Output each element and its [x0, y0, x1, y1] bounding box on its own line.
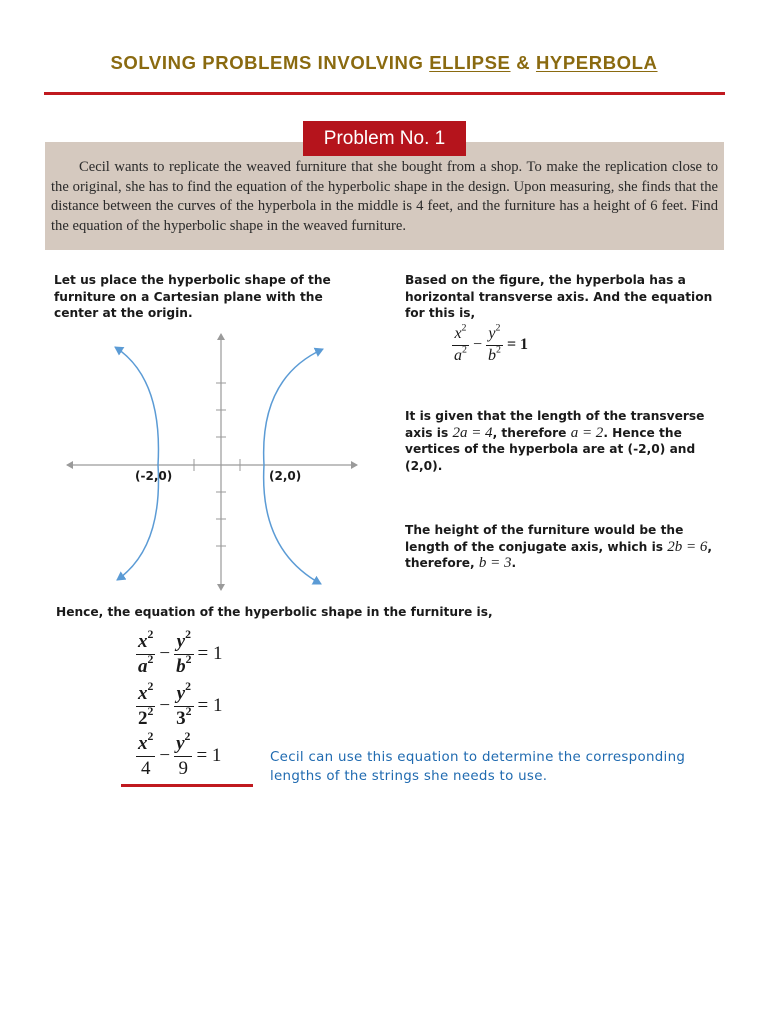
- problem-text: Cecil wants to replicate the weaved furniture that she bought from a shop. To make the replication close to the original, she has to find the equation of the hyperbolic shape in the design. Upon measuring, she finds that the distance between the curves of the hyperbola in the middle is 4 feet, and the furniture has a height of 6 feet. Find the equation of the hyperbolic shape in the weaved furniture.: [51, 159, 718, 234]
- problem-badge: Problem No. 1: [303, 121, 466, 156]
- title-ampersand: &: [510, 52, 536, 73]
- title-hyperbola: HYPERBOLA: [535, 52, 658, 73]
- final-equation-underline: [121, 784, 253, 787]
- equation-general: $\frac{x^2}{a^2}$ − $\frac{y^2}{b^2}$ = 1: [138, 628, 223, 677]
- transverse-axis-paragraph: It is given that the length of the transverse axis is 2a = 4, therefore a = 2. Hence the vertices of the hyperbola are at (-2,0) and (2,0).: [405, 409, 705, 473]
- math-2b-6: 2b = 6: [667, 538, 708, 555]
- conclusion-note: Cecil can use this equation to determine the corresponding lengths of the strings she needs to use.: [270, 750, 686, 784]
- standard-form-equation: $\frac{x^2}{a^2}$ − $\frac{y^2}{b^2}$ = 1: [454, 322, 529, 364]
- figure-explanation: Based on the figure, the hyperbola has a horizontal transverse axis. And the equation for this is,: [405, 273, 713, 321]
- right-vertex-label: (2,0): [269, 469, 302, 483]
- left-branch-upper: [115, 347, 158, 465]
- math-a-2: a = 2: [570, 424, 604, 441]
- y-fraction: $\frac{y^2}{b^2}$: [487, 322, 501, 364]
- conjugate-axis-paragraph: The height of the furniture would be the length of the conjugate axis, which is 2b = 6, therefore, b = 3.: [405, 523, 713, 572]
- hyperbola-figure: [55, 328, 375, 598]
- left-vertex-label: (-2,0): [135, 469, 173, 483]
- equation-final: $\frac{x^2}{4}$ − $\frac{y^2}{9}$ = 1: [138, 730, 222, 779]
- math-2a-4: 2a = 4: [452, 424, 493, 441]
- math-b-3: b = 3: [478, 555, 512, 572]
- title-prefix: SOLVING PROBLEMS INVOLVING: [110, 52, 430, 73]
- conclusion-paragraph: Hence, the equation of the hyperbolic shape in the furniture is,: [56, 605, 493, 619]
- equation-substituted: $\frac{x^2}{2^2}$ − $\frac{y^2}{3^2}$ = 1: [138, 680, 223, 729]
- right-branch-upper: [264, 349, 323, 465]
- title-divider: [44, 92, 725, 95]
- title-ellipse: ELLIPSE: [429, 52, 511, 73]
- page-title: [0, 52, 768, 74]
- problem-statement-box: [45, 142, 724, 250]
- intro-paragraph: Let us place the hyperbolic shape of the furniture on a Cartesian plane with the center at the origin.: [54, 273, 331, 321]
- x-fraction: $\frac{x^2}{a^2}$: [454, 322, 467, 364]
